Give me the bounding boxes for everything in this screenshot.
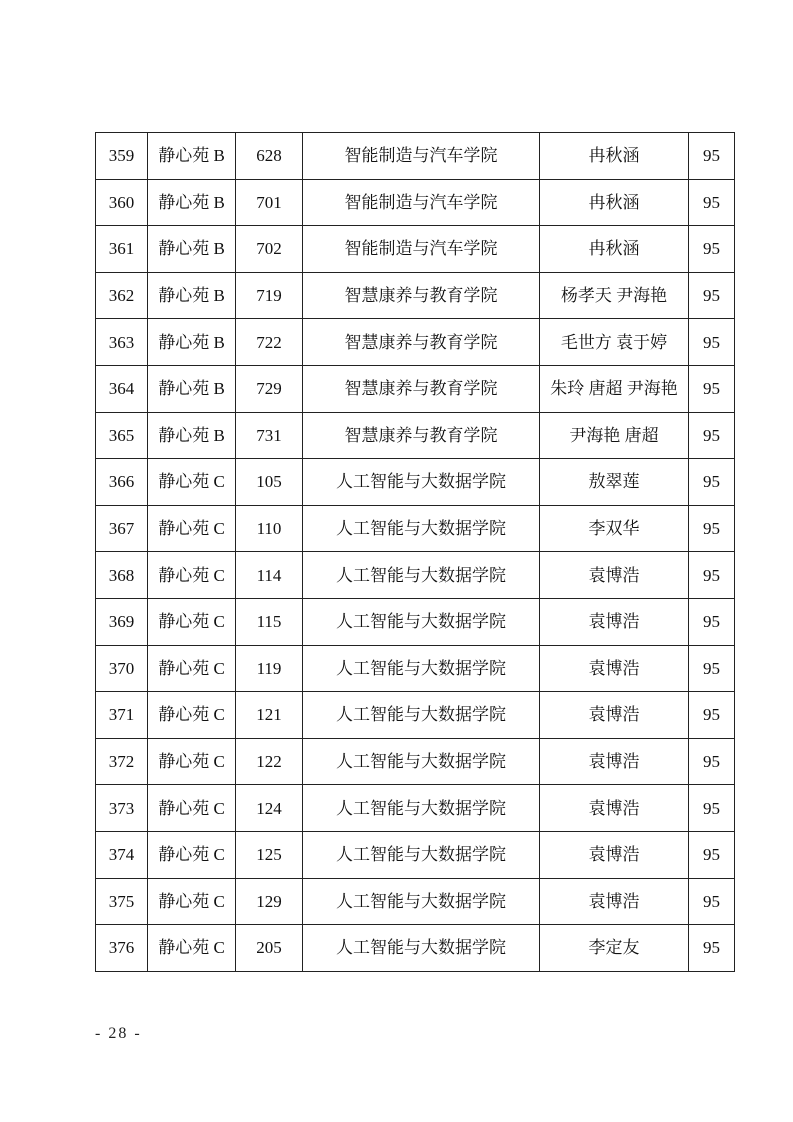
- row-number-cell: 362: [96, 272, 148, 319]
- room-cell: 702: [236, 226, 303, 273]
- page-number: - 28 -: [95, 1025, 142, 1042]
- building-cell: 静心苑 B: [148, 412, 236, 459]
- row-number-cell: 373: [96, 785, 148, 832]
- college-cell: 人工智能与大数据学院: [303, 459, 540, 506]
- room-cell: 125: [236, 831, 303, 878]
- room-cell: 129: [236, 878, 303, 925]
- building-cell: 静心苑 B: [148, 272, 236, 319]
- building-cell: 静心苑 B: [148, 319, 236, 366]
- building-cell: 静心苑 C: [148, 552, 236, 599]
- table-row: [96, 831, 735, 878]
- score-cell: 95: [689, 785, 735, 832]
- row-number-cell: 363: [96, 319, 148, 366]
- room-cell: 110: [236, 505, 303, 552]
- college-cell: 智慧康养与教育学院: [303, 319, 540, 366]
- table-row: [96, 645, 735, 692]
- row-number-cell: 370: [96, 645, 148, 692]
- row-number-cell: 372: [96, 738, 148, 785]
- college-cell: 人工智能与大数据学院: [303, 925, 540, 972]
- table-row: [96, 552, 735, 599]
- table-row: [96, 133, 735, 180]
- manager-cell: 冉秋涵: [540, 226, 689, 273]
- manager-cell: 朱玲 唐超 尹海艳: [540, 365, 689, 412]
- row-number-cell: 368: [96, 552, 148, 599]
- table-row: [96, 785, 735, 832]
- row-number-cell: 371: [96, 692, 148, 739]
- score-cell: 95: [689, 179, 735, 226]
- manager-cell: 尹海艳 唐超: [540, 412, 689, 459]
- building-cell: 静心苑 C: [148, 505, 236, 552]
- building-cell: 静心苑 C: [148, 738, 236, 785]
- college-cell: 智慧康养与教育学院: [303, 272, 540, 319]
- room-cell: 701: [236, 179, 303, 226]
- row-number-cell: 375: [96, 878, 148, 925]
- row-number-cell: 366: [96, 459, 148, 506]
- manager-cell: 袁博浩: [540, 598, 689, 645]
- score-cell: 95: [689, 365, 735, 412]
- score-cell: 95: [689, 598, 735, 645]
- table-row: [96, 459, 735, 506]
- table-row: [96, 365, 735, 412]
- room-cell: 119: [236, 645, 303, 692]
- room-cell: 722: [236, 319, 303, 366]
- college-cell: 人工智能与大数据学院: [303, 785, 540, 832]
- table-row: [96, 598, 735, 645]
- manager-cell: 袁博浩: [540, 692, 689, 739]
- college-cell: 人工智能与大数据学院: [303, 598, 540, 645]
- table-row: [96, 878, 735, 925]
- college-cell: 人工智能与大数据学院: [303, 878, 540, 925]
- college-cell: 智能制造与汽车学院: [303, 226, 540, 273]
- room-cell: 105: [236, 459, 303, 506]
- row-number-cell: 365: [96, 412, 148, 459]
- row-number-cell: 369: [96, 598, 148, 645]
- table-row: [96, 319, 735, 366]
- room-cell: 205: [236, 925, 303, 972]
- manager-cell: 李双华: [540, 505, 689, 552]
- score-cell: 95: [689, 878, 735, 925]
- college-cell: 智能制造与汽车学院: [303, 133, 540, 180]
- score-cell: 95: [689, 645, 735, 692]
- table-row: [96, 505, 735, 552]
- score-cell: 95: [689, 272, 735, 319]
- row-number-cell: 364: [96, 365, 148, 412]
- manager-cell: 袁博浩: [540, 738, 689, 785]
- dormitory-score-table: [95, 132, 735, 972]
- table-row: [96, 179, 735, 226]
- building-cell: 静心苑 C: [148, 925, 236, 972]
- room-cell: 114: [236, 552, 303, 599]
- room-cell: 628: [236, 133, 303, 180]
- score-cell: 95: [689, 412, 735, 459]
- room-cell: 121: [236, 692, 303, 739]
- college-cell: 智能制造与汽车学院: [303, 179, 540, 226]
- manager-cell: 毛世方 袁于婷: [540, 319, 689, 366]
- room-cell: 115: [236, 598, 303, 645]
- manager-cell: 李定友: [540, 925, 689, 972]
- row-number-cell: 374: [96, 831, 148, 878]
- manager-cell: 袁博浩: [540, 785, 689, 832]
- manager-cell: 敖翠莲: [540, 459, 689, 506]
- building-cell: 静心苑 C: [148, 645, 236, 692]
- building-cell: 静心苑 C: [148, 878, 236, 925]
- table-row: [96, 226, 735, 273]
- manager-cell: 袁博浩: [540, 831, 689, 878]
- table-row: [96, 738, 735, 785]
- room-cell: 729: [236, 365, 303, 412]
- manager-cell: 冉秋涵: [540, 133, 689, 180]
- college-cell: 人工智能与大数据学院: [303, 645, 540, 692]
- score-cell: 95: [689, 552, 735, 599]
- building-cell: 静心苑 B: [148, 133, 236, 180]
- building-cell: 静心苑 C: [148, 459, 236, 506]
- building-cell: 静心苑 C: [148, 785, 236, 832]
- score-cell: 95: [689, 226, 735, 273]
- manager-cell: 杨孝天 尹海艳: [540, 272, 689, 319]
- room-cell: 122: [236, 738, 303, 785]
- college-cell: 人工智能与大数据学院: [303, 831, 540, 878]
- college-cell: 智慧康养与教育学院: [303, 365, 540, 412]
- row-number-cell: 360: [96, 179, 148, 226]
- table-row: [96, 412, 735, 459]
- room-cell: 124: [236, 785, 303, 832]
- building-cell: 静心苑 C: [148, 831, 236, 878]
- building-cell: 静心苑 C: [148, 692, 236, 739]
- building-cell: 静心苑 B: [148, 179, 236, 226]
- row-number-cell: 361: [96, 226, 148, 273]
- table-row: [96, 925, 735, 972]
- row-number-cell: 376: [96, 925, 148, 972]
- score-cell: 95: [689, 738, 735, 785]
- score-cell: 95: [689, 505, 735, 552]
- building-cell: 静心苑 B: [148, 365, 236, 412]
- row-number-cell: 359: [96, 133, 148, 180]
- table-row: [96, 272, 735, 319]
- college-cell: 人工智能与大数据学院: [303, 692, 540, 739]
- score-cell: 95: [689, 133, 735, 180]
- room-cell: 731: [236, 412, 303, 459]
- row-number-cell: 367: [96, 505, 148, 552]
- college-cell: 人工智能与大数据学院: [303, 505, 540, 552]
- manager-cell: 袁博浩: [540, 878, 689, 925]
- table-row: [96, 692, 735, 739]
- college-cell: 智慧康养与教育学院: [303, 412, 540, 459]
- score-cell: 95: [689, 925, 735, 972]
- building-cell: 静心苑 C: [148, 598, 236, 645]
- college-cell: 人工智能与大数据学院: [303, 552, 540, 599]
- building-cell: 静心苑 B: [148, 226, 236, 273]
- score-cell: 95: [689, 692, 735, 739]
- score-cell: 95: [689, 319, 735, 366]
- room-cell: 719: [236, 272, 303, 319]
- score-cell: 95: [689, 459, 735, 506]
- manager-cell: 袁博浩: [540, 645, 689, 692]
- college-cell: 人工智能与大数据学院: [303, 738, 540, 785]
- table-body: [96, 133, 735, 972]
- manager-cell: 冉秋涵: [540, 179, 689, 226]
- score-cell: 95: [689, 831, 735, 878]
- manager-cell: 袁博浩: [540, 552, 689, 599]
